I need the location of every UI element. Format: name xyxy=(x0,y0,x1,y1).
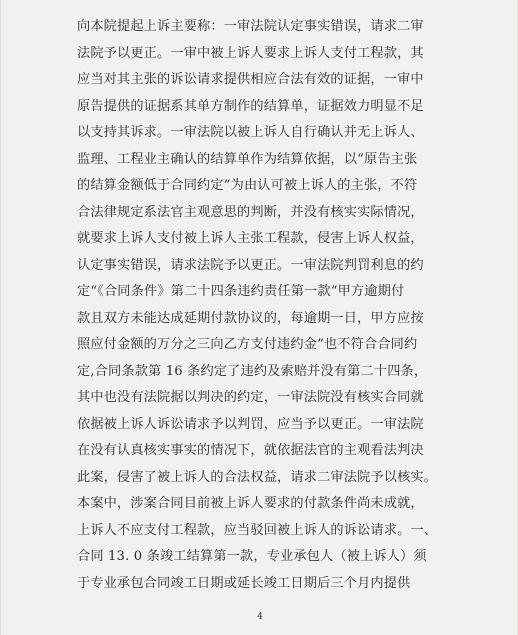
text-line: 在没有认真核实事实的情况下，就依据法官的主观看法判决 xyxy=(77,443,424,458)
text-line: 于专业承包合同竣工日期或延长竣工日期后三个月内提供 xyxy=(77,575,411,591)
text-line: 监理、工程业主确认的结算单作为结算依据，以“原告主张 xyxy=(77,151,418,167)
text-line: 上诉人不应支付工程款，应当驳回被上诉人的诉讼请求。一、 xyxy=(77,522,438,538)
text-line: 其中也没有法院据以判决的约定，一审法院没有核实合同就 xyxy=(77,390,424,405)
document-body xyxy=(77,14,453,597)
text-line: 定“《合同条件》第二十四条违约责任第一款“甲方逾期付 xyxy=(77,284,405,299)
text-line: 合同 13. 0 条竣工结算第一款，专业承包人（被上诉人）须 xyxy=(77,549,427,564)
text-line: 依据被上诉人诉讼请求予以判罚，应当予以更正。一审法院 xyxy=(77,416,424,432)
text-line: 照应付金额的万分之三向乙方支付违约金”也不符合合同约 xyxy=(77,337,418,352)
text-line: 合法律规定系法官主观意思的判断，并没有核实实际情况， xyxy=(77,204,424,220)
text-line: 以支持其诉求。一审法院以被上诉人自行确认并无上诉人、 xyxy=(77,125,424,140)
page-number: 4 xyxy=(257,612,263,622)
text-line: 的结算金额低于合同约定”为由认可被上诉人的主张，不符 xyxy=(77,178,418,193)
text-line: 法院予以更正。一审中被上诉人要求上诉人支付工程款，其 xyxy=(77,45,424,61)
text-line: 本案中，涉案合同目前被上诉人要求的付款条件尚未成就， xyxy=(77,496,424,511)
text-line: 定,合同条款第 16 条约定了违约及索赔并没有第二十四条， xyxy=(77,363,428,379)
text-line: 原告提供的证据系其单方制作的结算单，证据效力明显不足 xyxy=(77,98,424,114)
text-line: 应当对其主张的诉讼请求提供相应合法有效的证据，一审中 xyxy=(77,72,424,87)
text-line: 款且双方未能达成延期付款协议的，每逾期一日，甲方应按 xyxy=(77,310,424,326)
text-line: 向本院提起上诉主要称：一审法院认定事实错误，请求二审 xyxy=(77,19,424,34)
text-line: 认定事实错误，请求法院予以更正。一审法院判罚利息的约 xyxy=(77,257,424,273)
text-line: 此案，侵害了被上诉人的合法权益，请求二审法院予以核实。 xyxy=(77,469,438,485)
text-line: 就要求上诉人支付被上诉人主张工程款，侵害上诉人权益， xyxy=(77,231,424,246)
